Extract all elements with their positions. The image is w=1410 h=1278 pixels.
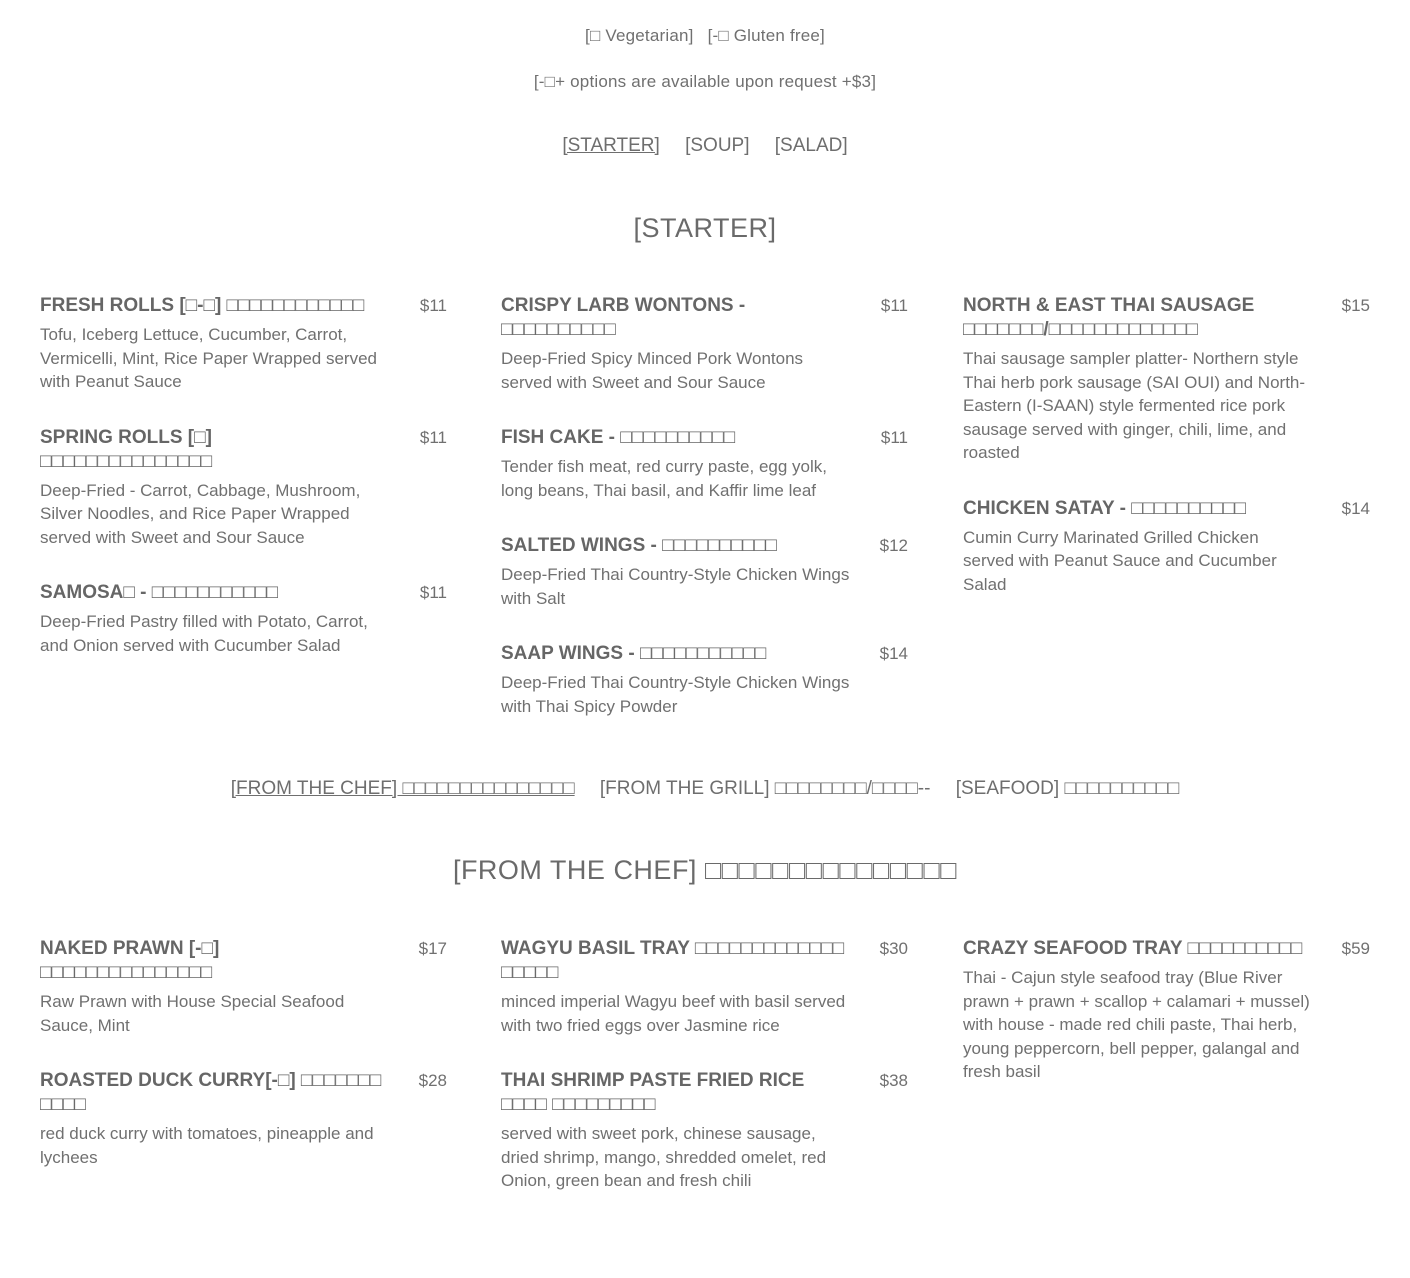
menu-item-price: $17 <box>418 939 447 958</box>
menu-item-price: $30 <box>879 939 908 958</box>
menu-item-name: NORTH & EAST THAI SAUSAGE □□□□□□□/□□□□□□□□□□□□□ <box>963 295 1255 340</box>
menu-item-name: SALTED WINGS - □□□□□□□□□□ <box>501 535 777 556</box>
starter-column-1 <box>40 294 447 689</box>
menu-item-description: Thai sausage sampler platter- Northern style Thai herb pork sausage (SAI OUI) and North-Eastern (I-SAAN) style fermented rice pork sausage served with ginger, chili, lime, and roasted <box>963 349 1306 462</box>
menu-item-name: FISH CAKE - □□□□□□□□□□ <box>501 427 736 448</box>
starter-section-title: [STARTER] <box>633 213 777 243</box>
menu-item <box>40 1069 447 1169</box>
menu-item-description: Cumin Curry Marinated Grilled Chicken served with Peanut Sauce and Cucumber Salad <box>963 527 1277 594</box>
menu-item <box>501 426 908 502</box>
menu-item-price: $28 <box>418 1071 447 1090</box>
menu-item <box>40 294 447 394</box>
menu-item-description: Deep-Fried Pastry filled with Potato, Carrot, and Onion served with Cucumber Salad <box>40 612 368 655</box>
starter-column-3 <box>963 294 1370 628</box>
menu-item <box>501 534 908 610</box>
menu-item-price: $11 <box>419 296 447 315</box>
nav-seafood-link[interactable]: [SEAFOOD] □□□□□□□□□□ <box>955 778 1180 799</box>
menu-item-name: SAAP WINGS - □□□□□□□□□□□ <box>501 643 767 664</box>
menu-item-name: CHICKEN SATAY - □□□□□□□□□□ <box>963 497 1246 519</box>
menu-item-description: minced imperial Wagyu beef with basil served with two fried eggs over Jasmine rice <box>501 992 846 1035</box>
menu-item-description: Deep-Fried Spicy Minced Pork Wontons served with Sweet and Sour Sauce <box>501 349 804 392</box>
section-nav-top <box>0 135 1410 157</box>
starter-column-2 <box>501 294 908 750</box>
menu-item <box>963 497 1370 597</box>
menu-item <box>40 426 447 550</box>
menu-item-description: Deep-Fried - Carrot, Cabbage, Mushroom, Silver Noodles, and Rice Paper Wrapped served with Sweet and Sour Sauce <box>40 480 361 547</box>
menu-item-price: $11 <box>419 583 447 602</box>
chef-column-3 <box>963 937 1370 1116</box>
menu-item-name: SAMOSA□ - □□□□□□□□□□□ <box>40 582 278 603</box>
nav-salad-link[interactable]: [SALAD] <box>774 135 848 156</box>
chef-column-2 <box>501 937 908 1225</box>
menu-item-name: THAI SHRIMP PASTE FRIED RICE □□□□ □□□□□□□□□ <box>501 1070 805 1115</box>
section-nav-bottom <box>0 778 1410 800</box>
menu-item <box>501 937 908 1037</box>
menu-item-price: $11 <box>880 428 908 447</box>
menu-item-name: ROASTED DUCK CURRY[-□] □□□□□□□ □□□□ <box>40 1070 382 1115</box>
menu-item <box>963 294 1370 465</box>
nav-from-the-grill-link[interactable]: [FROM THE GRILL] □□□□□□□□/□□□□-- <box>599 778 931 799</box>
menu-item-price: $15 <box>1341 296 1370 315</box>
menu-item <box>40 581 447 657</box>
diet-legend <box>0 26 1410 46</box>
menu-item-price: $14 <box>879 644 908 663</box>
menu-item <box>501 294 908 394</box>
menu-item-name: FRESH ROLLS [□-□] □□□□□□□□□□□□ <box>40 295 365 316</box>
from-the-chef-section-title: [FROM THE CHEF] □□□□□□□□□□□□□□□ <box>452 855 958 885</box>
menu-item-description: Raw Prawn with House Special Seafood Sauce, Mint <box>40 992 345 1035</box>
menu-item-name: CRAZY SEAFOOD TRAY □□□□□□□□□□ <box>963 938 1303 959</box>
menu-item-description: served with sweet pork, chinese sausage, dried shrimp, mango, shredded omelet, red Onion, green bean and fresh chili <box>501 1124 827 1190</box>
nav-soup-link[interactable]: [SOUP] <box>685 135 750 156</box>
chef-column-1 <box>40 937 447 1201</box>
menu-item-description: Tender fish meat, red curry paste, egg yolk, long beans, Thai basil, and Kaffir lime leaf <box>501 457 827 500</box>
menu-item <box>501 1069 908 1193</box>
vegetarian-legend: [□ Vegetarian] <box>585 26 694 45</box>
menu-item-price: $14 <box>1341 498 1370 518</box>
menu-item <box>40 937 447 1037</box>
nav-starter-link[interactable]: [STARTER] <box>562 135 660 156</box>
menu-item-name: WAGYU BASIL TRAY □□□□□□□□□□□□□ □□□□□ <box>501 938 845 983</box>
menu-item-price: $11 <box>419 427 447 447</box>
menu-item-description: Thai - Cajun style seafood tray (Blue River prawn + prawn + scallop + calamari + mussel) with house - made red chili paste, Thai herb, young peppercorn, bell pepper, galangal and fresh basil <box>963 968 1310 1081</box>
menu-item-price: $11 <box>880 296 908 315</box>
menu-item-description: red duck curry with tomatoes, pineapple and lychees <box>40 1124 374 1167</box>
nav-from-the-chef-link[interactable]: [FROM THE CHEF] □□□□□□□□□□□□□□□ <box>230 778 575 799</box>
menu-item-description: Deep-Fried Thai Country-Style Chicken Wings with Thai Spicy Powder <box>501 673 850 716</box>
menu-item-name: CRISPY LARB WONTONS - □□□□□□□□□□ <box>501 295 746 340</box>
menu-item-description: Tofu, Iceberg Lettuce, Cucumber, Carrot, Vermicelli, Mint, Rice Paper Wrapped served with Peanut Sauce <box>40 325 377 391</box>
menu-item-price: $59 <box>1341 939 1370 958</box>
menu-item <box>963 937 1370 1084</box>
menu-item-description: Deep-Fried Thai Country-Style Chicken Wings with Salt <box>501 565 850 608</box>
gluten-free-legend: [-□ Gluten free] <box>707 26 825 45</box>
menu-item <box>501 642 908 718</box>
menu-item-name: NAKED PRAWN [-□] □□□□□□□□□□□□□□□ <box>40 938 220 983</box>
options-note: [-□+ options are available upon request +$3] <box>533 72 877 91</box>
menu-item-price: $38 <box>879 1071 908 1090</box>
menu-item-name: SPRING ROLLS [□] □□□□□□□□□□□□□□□ <box>40 426 213 472</box>
menu-item-price: $12 <box>879 536 908 555</box>
